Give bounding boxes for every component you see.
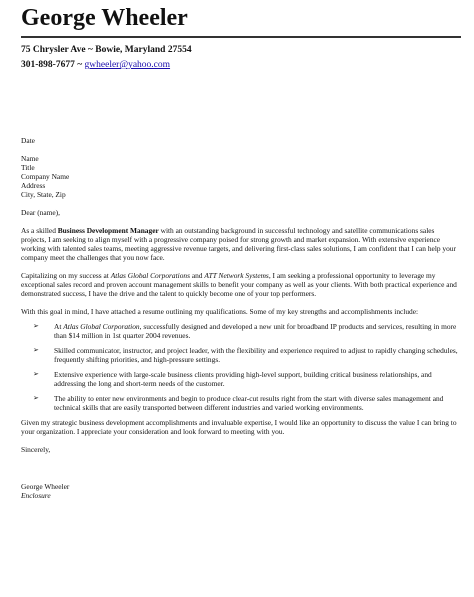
sender-contact-line [21,60,170,71]
contact-separator: ~ [74,60,85,70]
sender-name: George Wheeler [21,5,188,31]
letter-body [21,136,458,500]
list-item: ➢ Extensive experience with large-scale business clients providing high-level support, building critical business relationships, and addressing the long and short-term needs of the customer. [33,370,432,388]
accomplishments-list [21,322,458,412]
company-atlas: Atlas Global Corporations [110,271,190,280]
recipient-title: Title [21,163,35,172]
enclosure-note: Enclosure [21,491,51,500]
recipient-city: City, State, Zip [21,190,66,199]
list-item: ➢ At Atlas Global Corporation, successfully designed and developed a new unit for broadband IP products and services, resulting in more than $14 million in 1st quarter 2004 revenues. [33,322,457,340]
recipient-company: Company Name [21,172,70,181]
paragraph-intro: As a skilled Business Development Manager with an outstanding background in successful technology and satellite communications sales projects, I am seeking to align myself with a progressive company poised for strong growth and market expansion. With extensive experience working with talented sales teams, meeting aggressive revenue targets, and delivering first-class sales solutions, I am confident that I can help your company meet the challenges that you now face. [21,226,456,262]
list-item: ➢ Skilled communicator, instructor, and project leader, with the flexibility and experience required to adjust to rapidly changing schedules, frequently shifting priorities, and high-pressure settings. [33,346,458,364]
paragraph-strengths: With this goal in mind, I have attached a resume outlining my qualifications. Some of my key strengths and accomplishments include: [21,307,419,316]
sender-email-link[interactable]: gwheeler@yahoo.com [84,60,171,70]
arrow-bullet-icon: ➢ [33,346,39,354]
arrow-bullet-icon: ➢ [33,322,39,330]
sender-phone: 301-898-7677 [21,60,75,70]
company-att: ATT Network Systems [204,271,269,280]
role-title: Business Development Manager [57,226,159,235]
recipient-name: Name [21,154,39,163]
paragraph-closing: Given my strategic business development accomplishments and invaluable expertise, I would like an opportunity to discuss the value I can bring to your organization. I appreciate your consideration and look forward to meeting with you. [21,418,457,436]
paragraph-capitalizing: Capitalizing on my success at Atlas Global Corporations and ATT Network Systems, I am seeking a professional opportunity to leverage my exceptional sales record and proven account management skills to benefit your company as well as your clients. With both practical experience and demonstrated success, I have the drive and the talent to quickly become one of your top performers. [21,271,457,298]
recipient-block [21,136,458,199]
sender-address: 75 Chrysler Ave ~ Bowie, Maryland 27554 [21,45,192,55]
arrow-bullet-icon: ➢ [33,394,39,402]
salutation: Dear (name), [21,208,60,217]
list-item: ➢ The ability to enter new environments and begin to produce clear-cut results right from the start with diverse sales management and technical skills that are easily transported between different industries and varied working environments. [33,394,444,412]
header-rule [21,36,461,38]
date-line: Date [21,136,35,145]
closing-line: Sincerely, [21,445,51,454]
recipient-address: Address [21,181,46,190]
signature-name: George Wheeler [21,482,70,491]
arrow-bullet-icon: ➢ [33,370,39,378]
